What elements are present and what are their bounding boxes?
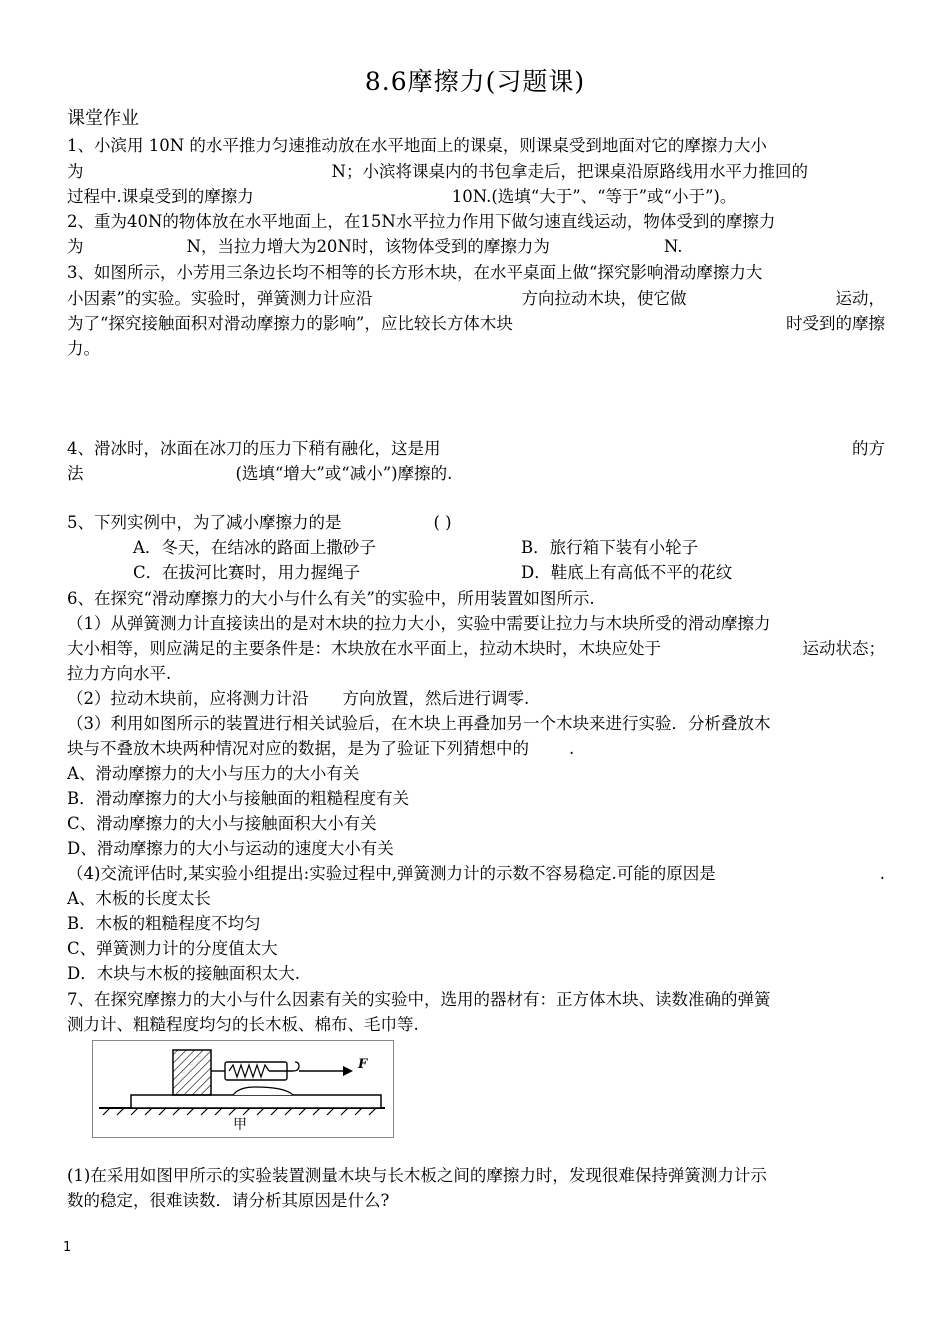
q4-line2: 法 (选填“增大”或“减小”)摩擦的.: [67, 464, 453, 483]
q6-line8: （4)交流评估时,某实验小组提出:实验过程中,弹簧测力计的示数不容易稳定.可能的原因是 .: [67, 864, 885, 883]
q6-option-b: B．滑动摩擦力的大小与接触面的粗糙程度有关: [67, 789, 410, 808]
q5-option-d: D．鞋底上有高低不平的花纹: [521, 563, 733, 582]
q6-option-a: A、滑动摩擦力的大小与压力的大小有关: [67, 764, 360, 783]
q7-line3: (1)在采用如图甲所示的实验装置测量木块与长木板之间的摩擦力时，发现很难保持弹簧测力计示: [67, 1166, 767, 1185]
q6-line7: 块与不叠放木块两种情况对应的数据，是为了验证下列猜想中的 .: [67, 739, 575, 758]
q3-line4: 力。: [67, 339, 100, 358]
q1-line2: 为 N；小滨将课桌内的书包拿走后，把课桌沿原路线用水平力推回的: [67, 162, 808, 181]
hand-outline: [233, 1087, 293, 1095]
page-title: 8.6摩擦力(习题课): [364, 67, 586, 96]
q5-option-c: C．在拔河比赛时，用力握绳子: [133, 563, 361, 582]
q6-line4: 拉力方向水平.: [67, 664, 172, 683]
figure-caption: 甲: [233, 1117, 247, 1133]
q4-line1: 4、滑冰时，冰面在冰刀的压力下稍有融化，这是用 的方: [67, 439, 885, 458]
q6-line2: （1）从弹簧测力计直接读出的是对木块的拉力大小，实验中需要让拉力与木块所受的滑动摩擦力: [67, 614, 771, 633]
q6-line5: （2）拉动木块前，应将测力计沿 方向放置，然后进行调零.: [67, 689, 530, 708]
spring-scale-diagram: [93, 1041, 393, 1137]
q6-reason-a: A、木板的长度太长: [67, 889, 211, 908]
q3-line1: 3、如图所示，小芳用三条边长均不相等的长方形木块，在水平桌面上做“探究影响滑动摩擦力大: [67, 263, 763, 282]
section-heading: 课堂作业: [67, 108, 139, 129]
q6-line6: （3）利用如图所示的装置进行相关试验后，在木块上再叠加另一个木块来进行实验．分析叠放木: [67, 714, 771, 733]
q7-line2: 测力计、粗糙程度均匀的长木板、棉布、毛巾等.: [67, 1015, 419, 1034]
page-number: 1: [63, 1240, 72, 1255]
q2-line1: 2、重为40N的物体放在水平地面上，在15N水平拉力作用下做匀速直线运动，物体受到的摩擦力: [67, 212, 776, 231]
q5-stem: 5、下列实例中，为了减小摩擦力的是 ( ): [67, 513, 452, 532]
q6-reason-d: D．木块与木板的接触面积太大.: [67, 964, 300, 983]
force-label: F: [358, 1057, 368, 1072]
q7-line1: 7、在探究摩擦力的大小与什么因素有关的实验中，选用的器材有：正方体木块、读数准确的弹簧: [67, 990, 771, 1009]
q6-line1: 6、在探究“滑动摩擦力的大小与什么有关”的实验中，所用装置如图所示.: [67, 589, 595, 608]
q2-line2: 为 N，当拉力增大为20N时，该物体受到的摩擦力为 N.: [67, 237, 683, 256]
long-board: [131, 1095, 381, 1108]
q3-line2: 小因素”的实验。实验时，弹簧测力计应沿 方向拉动木块，使它做 运动，: [67, 289, 885, 308]
q6-option-c: C、滑动摩擦力的大小与接触面积大小有关: [67, 814, 377, 833]
q1-line1: 1、小滨用 10N 的水平推力匀速推动放在水平地面上的课桌，则课桌受到地面对它的摩擦力大小: [67, 136, 767, 155]
q6-reason-c: C、弹簧测力计的分度值太大: [67, 939, 278, 958]
force-arrowhead: [343, 1066, 353, 1076]
ground-hatch: [103, 1108, 376, 1115]
q3-line3: 为了“探究接触面积对滑动摩擦力的影响”，应比较长方体木块 时受到的摩擦: [67, 314, 885, 333]
q5-option-b: B．旅行箱下装有小轮子: [521, 538, 699, 557]
q5-option-a: A．冬天，在结冰的路面上撒砂子: [133, 538, 376, 557]
q6-option-d: D、滑动摩擦力的大小与运动的速度大小有关: [67, 839, 394, 858]
q6-line3: 大小相等，则应满足的主要条件是：木块放在水平面上，拉动木块时，木块应处于 运动状态；: [67, 639, 885, 658]
q1-line3: 过程中.课桌受到的摩擦力 10N.(选填“大于”、“等于”或“小于”)。: [67, 187, 737, 206]
experiment-figure: [92, 1040, 394, 1138]
wood-block: [173, 1050, 211, 1095]
scale-hook: [293, 1062, 299, 1071]
q6-reason-b: B．木板的粗糙程度不均匀: [67, 914, 261, 933]
q7-line4: 数的稳定，很难读数．请分析其原因是什么?: [67, 1191, 390, 1210]
